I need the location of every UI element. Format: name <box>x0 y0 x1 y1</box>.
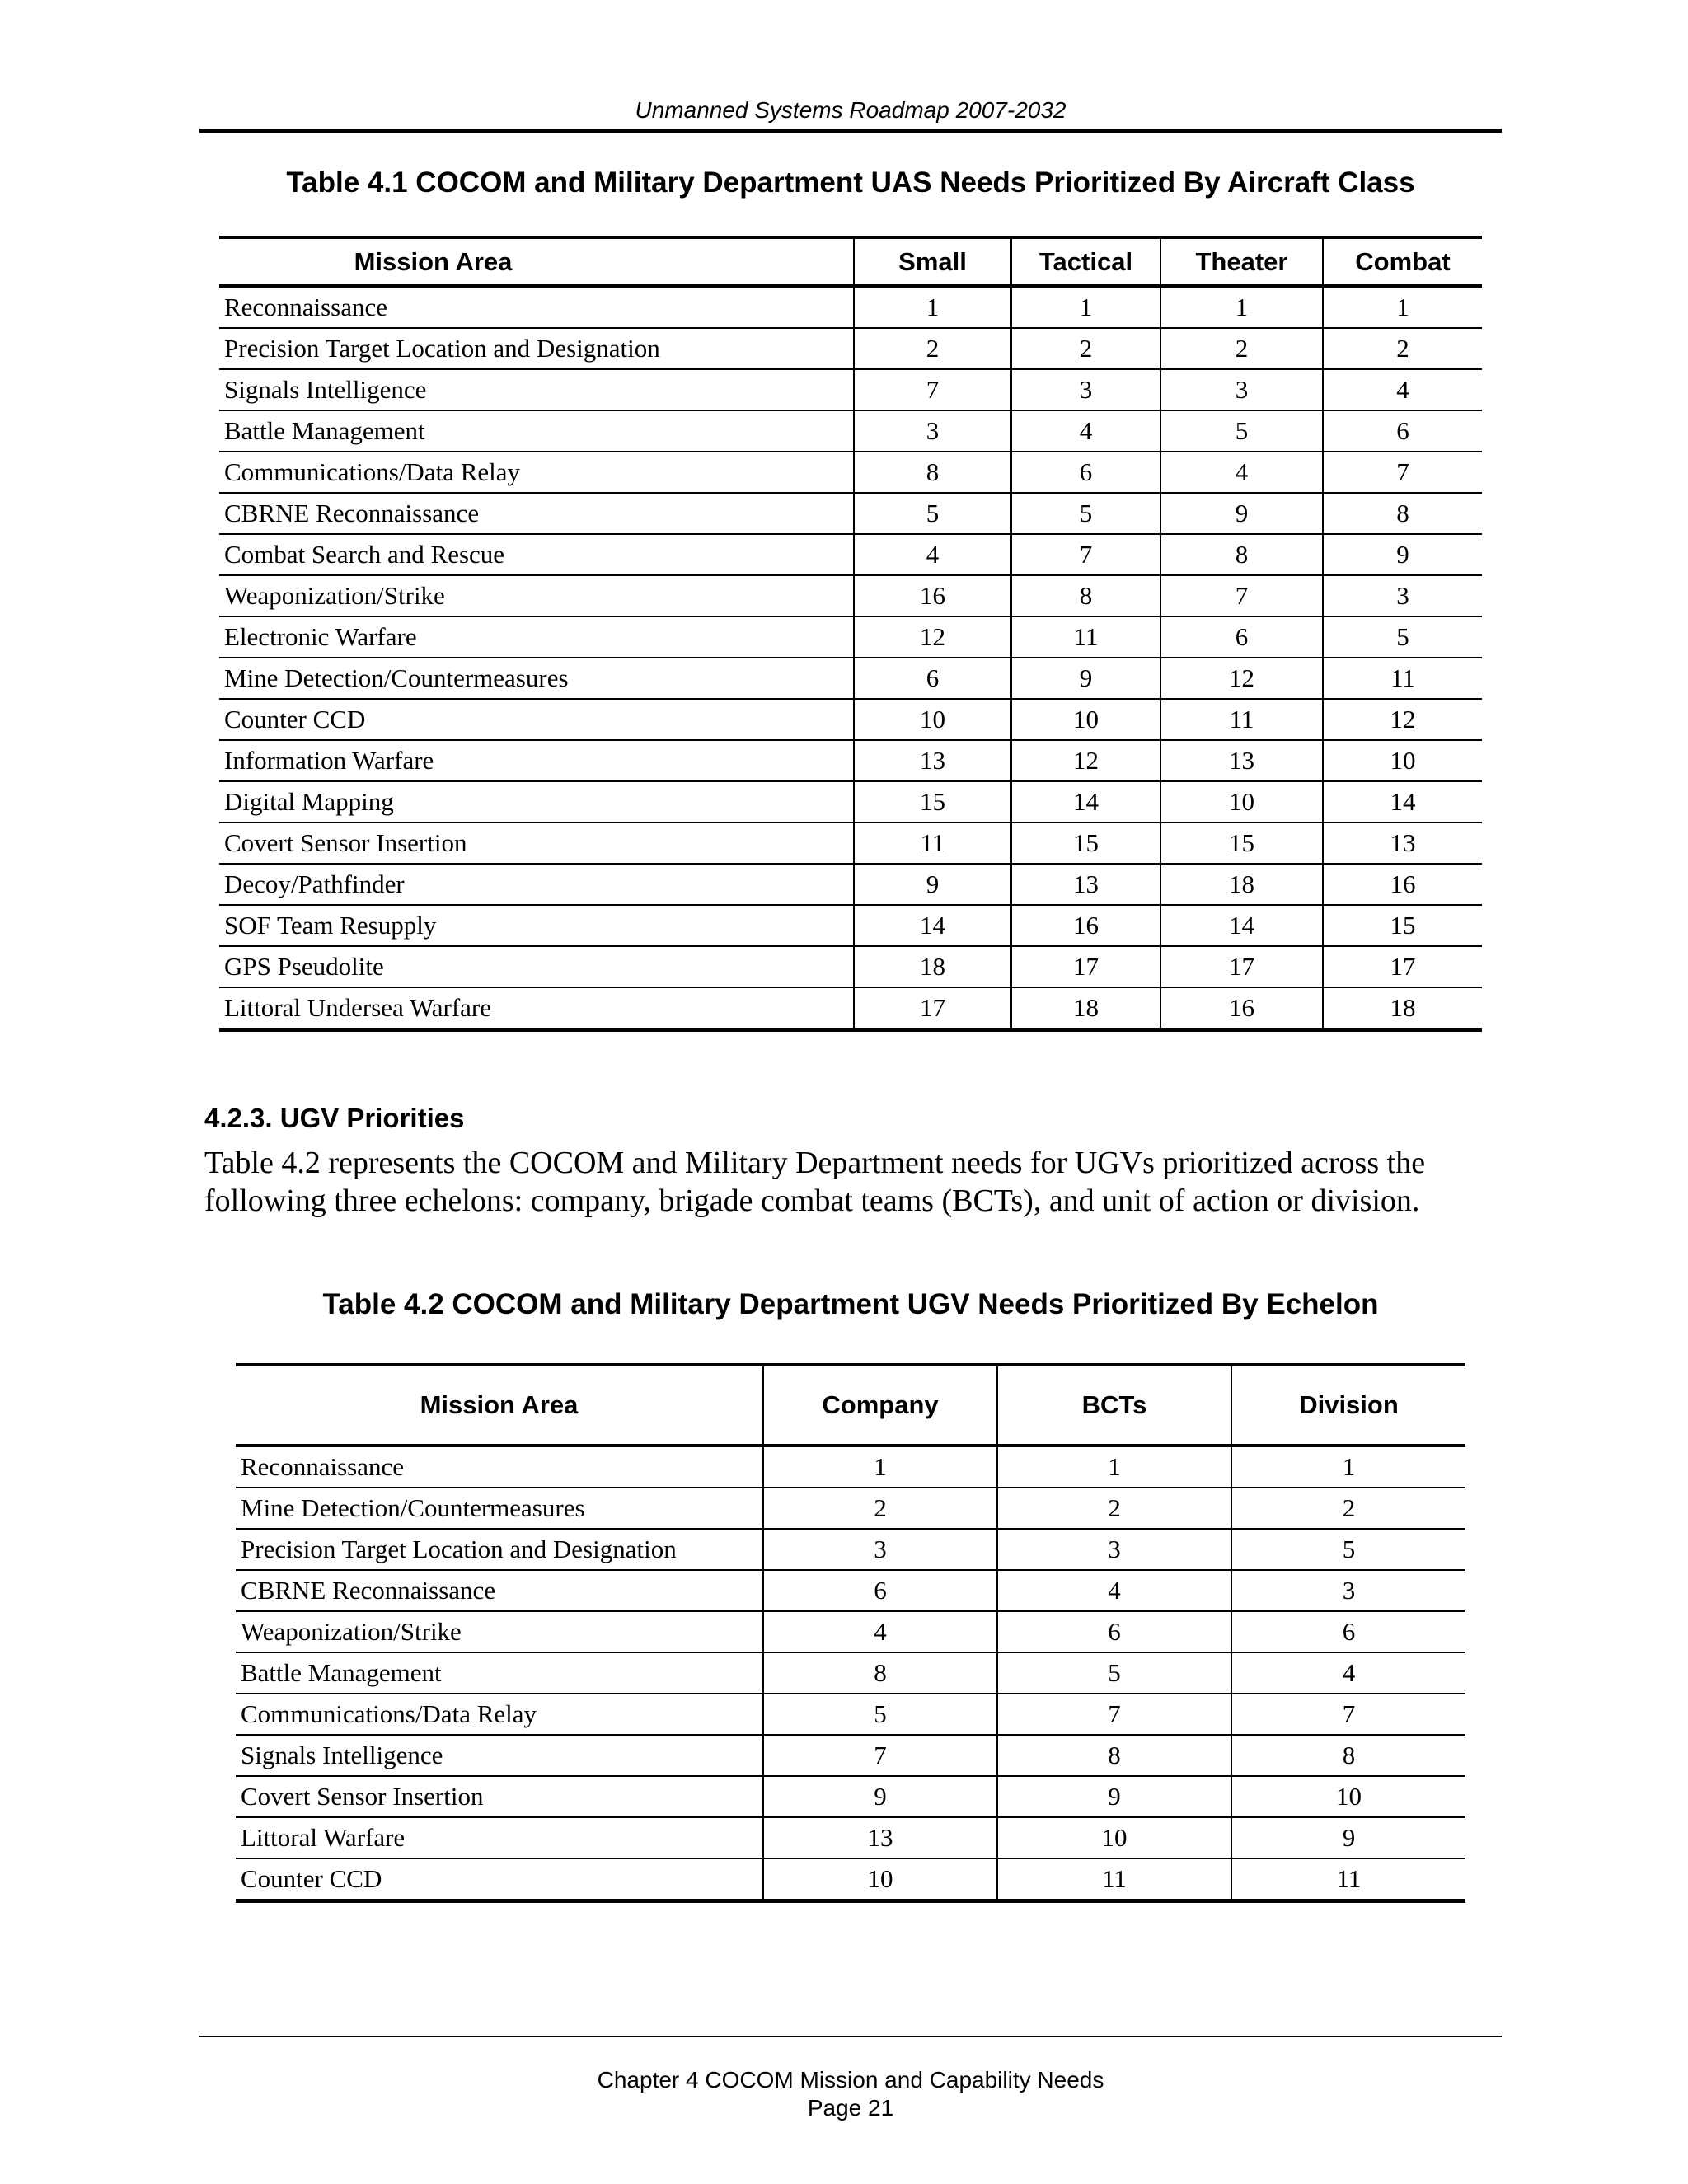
priority-cell: 4 <box>1011 410 1160 452</box>
mission-area-cell: SOF Team Resupply <box>219 905 854 946</box>
mission-area-cell: Mine Detection/Countermeasures <box>236 1488 763 1529</box>
table1-caption: Table 4.1 COCOM and Military Department UAS Needs Prioritized By Aircraft Class <box>286 166 1415 199</box>
priority-cell: 7 <box>997 1694 1231 1735</box>
priority-cell: 4 <box>854 534 1011 575</box>
priority-cell: 3 <box>997 1529 1231 1570</box>
mission-area-cell: Precision Target Location and Designation <box>219 328 854 369</box>
mission-area-cell: Weaponization/Strike <box>219 575 854 616</box>
mission-area-cell: Littoral Warfare <box>236 1817 763 1858</box>
table-row <box>219 452 1482 493</box>
mission-area-cell: Counter CCD <box>241 1864 382 1893</box>
table-row <box>219 864 1482 905</box>
priority-cell: 8 <box>854 452 1011 493</box>
table-row <box>236 1735 1465 1776</box>
table-row <box>219 946 1482 987</box>
table1-col-small: Small <box>854 237 1011 286</box>
mission-area-cell: Precision Target Location and Designation <box>236 1529 763 1570</box>
priority-cell: 6 <box>1231 1611 1465 1652</box>
priority-cell: 13 <box>763 1817 997 1858</box>
priority-cell: 14 <box>1323 781 1482 823</box>
priority-cell: 2 <box>1160 328 1323 369</box>
priority-cell: 16 <box>854 575 1011 616</box>
priority-cell: 18 <box>1323 987 1482 1030</box>
table1-col-theater: Theater <box>1160 237 1323 286</box>
priority-cell: 6 <box>854 658 1011 699</box>
priority-cell: 1 <box>1323 286 1482 328</box>
table2-header-row <box>236 1365 1465 1446</box>
priority-cell: 6 <box>1011 452 1160 493</box>
priority-cell: 11 <box>1231 1858 1465 1901</box>
priority-cell: 17 <box>1011 946 1160 987</box>
priority-cell: 12 <box>1011 740 1160 781</box>
table-row <box>219 286 1482 328</box>
priority-cell: 14 <box>1011 781 1160 823</box>
priority-cell: 8 <box>763 1652 997 1694</box>
priority-cell: 7 <box>1231 1694 1465 1735</box>
priority-cell: 18 <box>1160 864 1323 905</box>
mission-area-cell: Mine Detection/Countermeasures <box>219 658 854 699</box>
table-row <box>219 616 1482 658</box>
header-rule <box>199 129 1502 133</box>
table-row <box>236 1529 1465 1570</box>
table1-header-row <box>219 237 1482 286</box>
priority-cell: 2 <box>1011 328 1160 369</box>
mission-area-cell: Signals Intelligence <box>236 1735 763 1776</box>
mission-area-cell: Covert Sensor Insertion <box>219 823 854 864</box>
priority-cell: 10 <box>1011 699 1160 740</box>
priority-cell: 8 <box>997 1735 1231 1776</box>
priority-cell: 13 <box>1011 864 1160 905</box>
priority-cell: 2 <box>854 328 1011 369</box>
priority-cell: 14 <box>1160 905 1323 946</box>
table2-col-division: Division <box>1231 1365 1465 1446</box>
priority-cell: 7 <box>1323 452 1482 493</box>
priority-cell: 7 <box>763 1735 997 1776</box>
mission-area-cell: Electronic Warfare <box>219 616 854 658</box>
body-paragraph: Table 4.2 represents the COCOM and Military Department needs for UGVs prioritized across the following three echelons: company, brigade combat teams (BCTs), and unit of action or division. <box>204 1146 1426 1218</box>
priority-cell: 7 <box>1011 534 1160 575</box>
table2-col-mission-area: Mission Area <box>236 1365 763 1446</box>
priority-cell: 8 <box>1231 1735 1465 1776</box>
table-row <box>219 740 1482 781</box>
priority-cell: 11 <box>854 823 1011 864</box>
priority-cell: 10 <box>1323 740 1482 781</box>
priority-cell: 10 <box>854 699 1011 740</box>
priority-cell: 15 <box>1011 823 1160 864</box>
priority-cell: 10 <box>1231 1776 1465 1817</box>
mission-area-cell: Covert Sensor Insertion <box>236 1776 763 1817</box>
priority-cell: 9 <box>1231 1817 1465 1858</box>
priority-cell: 7 <box>854 369 1011 410</box>
table-row <box>219 410 1482 452</box>
priority-cell: 10 <box>763 1858 997 1901</box>
priority-cell: 10 <box>997 1817 1231 1858</box>
priority-cell: 5 <box>763 1694 997 1735</box>
priority-cell: 13 <box>1323 823 1482 864</box>
mission-area-cell: Information Warfare <box>219 740 854 781</box>
priority-cell: 13 <box>1160 740 1323 781</box>
priority-cell: 15 <box>1323 905 1482 946</box>
priority-cell: 4 <box>1231 1652 1465 1694</box>
priority-cell: 3 <box>763 1529 997 1570</box>
priority-cell: 13 <box>854 740 1011 781</box>
priority-cell: 2 <box>763 1488 997 1529</box>
section-heading: 4.2.3. UGV Priorities <box>204 1103 465 1133</box>
mission-area-cell: Communications/Data Relay <box>236 1694 763 1735</box>
mission-area-cell: CBRNE Reconnaissance <box>219 493 854 534</box>
mission-area-cell: Combat Search and Rescue <box>219 534 854 575</box>
priority-cell: 8 <box>1323 493 1482 534</box>
table1-col-combat: Combat <box>1323 237 1482 286</box>
table-row <box>219 328 1482 369</box>
mission-area-cell: Littoral Undersea Warfare <box>224 993 491 1022</box>
table-row <box>236 1652 1465 1694</box>
priority-cell: 12 <box>1160 658 1323 699</box>
priority-cell: 9 <box>997 1776 1231 1817</box>
priority-cell: 4 <box>1160 452 1323 493</box>
priority-cell: 2 <box>1231 1488 1465 1529</box>
priority-cell: 8 <box>1011 575 1160 616</box>
priority-cell: 18 <box>1011 987 1160 1030</box>
priority-cell: 15 <box>1160 823 1323 864</box>
priority-cell: 14 <box>854 905 1011 946</box>
table2-col-bcts: BCTs <box>997 1365 1231 1446</box>
priority-cell: 12 <box>854 616 1011 658</box>
priority-cell: 6 <box>1323 410 1482 452</box>
table-row <box>236 1817 1465 1858</box>
priority-cell: 2 <box>997 1488 1231 1529</box>
table1-col-tactical: Tactical <box>1011 237 1160 286</box>
priority-cell: 3 <box>1160 369 1323 410</box>
mission-area-cell: GPS Pseudolite <box>219 946 854 987</box>
priority-cell: 4 <box>763 1611 997 1652</box>
table-row <box>236 1570 1465 1611</box>
footer-rule <box>199 2036 1502 2037</box>
mission-area-cell: Digital Mapping <box>219 781 854 823</box>
priority-cell: 1 <box>854 286 1011 328</box>
priority-cell: 12 <box>1323 699 1482 740</box>
table-row <box>219 575 1482 616</box>
priority-cell: 3 <box>1323 575 1482 616</box>
table2-caption: Table 4.2 COCOM and Military Department UGV Needs Prioritized By Echelon <box>322 1288 1379 1320</box>
table1-col-mission-area: Mission Area <box>219 237 854 286</box>
priority-cell: 6 <box>997 1611 1231 1652</box>
priority-cell: 10 <box>1160 781 1323 823</box>
mission-area-cell: Weaponization/Strike <box>236 1611 763 1652</box>
priority-cell: 2 <box>1323 328 1482 369</box>
table-row <box>236 1611 1465 1652</box>
mission-area-cell: Counter CCD <box>219 699 854 740</box>
mission-area-cell: Reconnaissance <box>219 286 854 328</box>
table-row <box>219 905 1482 946</box>
priority-cell: 1 <box>1231 1446 1465 1488</box>
priority-cell: 1 <box>997 1446 1231 1488</box>
priority-cell: 9 <box>1011 658 1160 699</box>
priority-cell: 9 <box>763 1776 997 1817</box>
priority-cell: 6 <box>763 1570 997 1611</box>
priority-cell: 3 <box>854 410 1011 452</box>
priority-cell: 1 <box>1011 286 1160 328</box>
mission-area-cell: Battle Management <box>219 410 854 452</box>
priority-cell: 6 <box>1160 616 1323 658</box>
priority-cell: 16 <box>1323 864 1482 905</box>
priority-cell: 5 <box>997 1652 1231 1694</box>
mission-area-cell: Reconnaissance <box>236 1446 763 1488</box>
priority-cell: 16 <box>1011 905 1160 946</box>
table-row <box>219 493 1482 534</box>
priority-cell: 5 <box>854 493 1011 534</box>
priority-cell: 7 <box>1160 575 1323 616</box>
mission-area-cell: Battle Management <box>236 1652 763 1694</box>
table-row <box>219 781 1482 823</box>
table-row <box>236 1858 1465 1901</box>
priority-cell: 9 <box>1160 493 1323 534</box>
priority-cell: 17 <box>1323 946 1482 987</box>
uas-priority-table <box>219 236 1482 1032</box>
mission-area-cell: CBRNE Reconnaissance <box>236 1570 763 1611</box>
table-row <box>219 369 1482 410</box>
table-row <box>219 534 1482 575</box>
table-row <box>236 1446 1465 1488</box>
priority-cell: 11 <box>1323 658 1482 699</box>
priority-cell: 8 <box>1160 534 1323 575</box>
priority-cell: 1 <box>1160 286 1323 328</box>
table2-col-company: Company <box>763 1365 997 1446</box>
priority-cell: 17 <box>1160 946 1323 987</box>
footer-page-number: Page 21 <box>807 2095 894 2121</box>
table-row <box>236 1776 1465 1817</box>
priority-cell: 3 <box>1231 1570 1465 1611</box>
priority-cell: 17 <box>854 987 1011 1030</box>
table-row <box>236 1694 1465 1735</box>
priority-cell: 15 <box>854 781 1011 823</box>
footer-chapter: Chapter 4 COCOM Mission and Capability Needs <box>597 2067 1104 2093</box>
priority-cell: 11 <box>1011 616 1160 658</box>
priority-cell: 3 <box>1011 369 1160 410</box>
table-row <box>236 1488 1465 1529</box>
ugv-priority-table <box>236 1363 1465 1903</box>
priority-cell: 5 <box>1323 616 1482 658</box>
priority-cell: 11 <box>1160 699 1323 740</box>
priority-cell: 5 <box>1231 1529 1465 1570</box>
table-row <box>219 699 1482 740</box>
table-row <box>219 658 1482 699</box>
priority-cell: 5 <box>1160 410 1323 452</box>
priority-cell: 4 <box>1323 369 1482 410</box>
mission-area-cell: Decoy/Pathfinder <box>219 864 854 905</box>
priority-cell: 18 <box>854 946 1011 987</box>
priority-cell: 9 <box>1323 534 1482 575</box>
priority-cell: 4 <box>997 1570 1231 1611</box>
table-row <box>219 823 1482 864</box>
mission-area-cell: Communications/Data Relay <box>219 452 854 493</box>
table-row <box>219 987 1482 1030</box>
mission-area-cell: Signals Intelligence <box>219 369 854 410</box>
priority-cell: 1 <box>763 1446 997 1488</box>
priority-cell: 16 <box>1160 987 1323 1030</box>
priority-cell: 5 <box>1011 493 1160 534</box>
priority-cell: 11 <box>997 1858 1231 1901</box>
priority-cell: 9 <box>854 864 1011 905</box>
running-header: Unmanned Systems Roadmap 2007-2032 <box>635 97 1067 123</box>
